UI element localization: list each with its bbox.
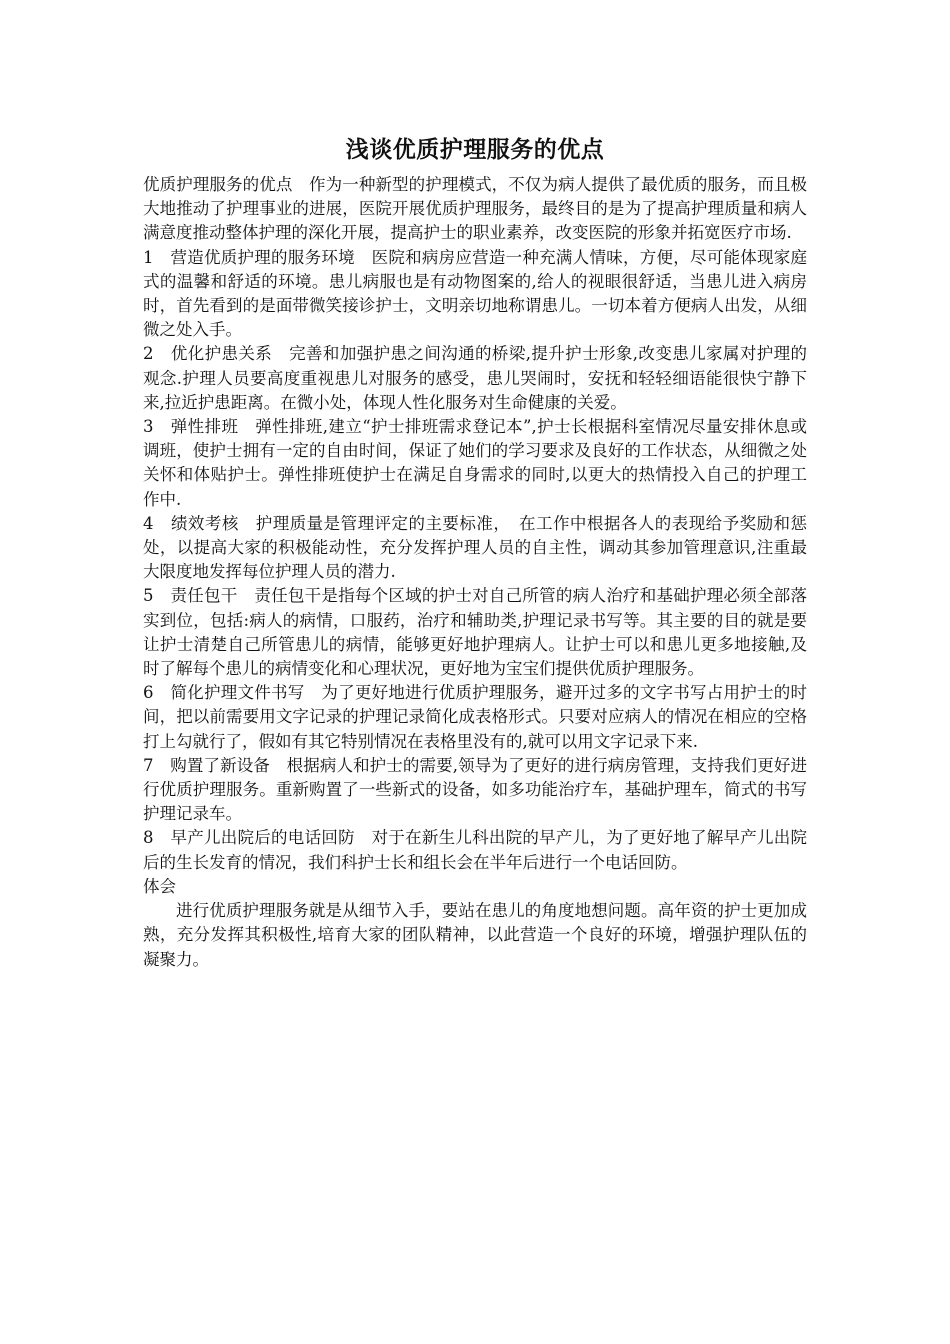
section-8-paragraph [143, 826, 807, 874]
section-1-paragraph [143, 246, 807, 343]
section-4-number: 4 [143, 513, 154, 533]
section-8-heading: 早产儿出院后的电话回防 [170, 828, 355, 848]
section-2-text: 完善和加强护患之间沟通的桥梁,提升护士形象,改变患儿家属对护理的观念.护理人员要高度重视患儿对服务的感受，患儿哭闹时，安抚和轻轻细语能很快宁静下来,拉近护患距离。在微小处，体现人性化服务对生命健康的关爱。 [143, 344, 808, 412]
closing-paragraph: 进行优质护理服务就是从细节入手，要站在患儿的角度地想问题。高年资的护士更加成熟，充分发挥其积极性,培育大家的团队精神，以此营造一个良好的环境，增强护理队伍的凝聚力。 [143, 901, 807, 969]
section-7-paragraph [143, 754, 807, 827]
section-1-heading: 营造优质护理的服务环境 [170, 247, 355, 267]
section-6-text: 为了更好地进行优质护理服务，避开过多的文字书写占用护士的时间，把以前需要用文字记录的护理记录简化成表格形式。只要对应病人的情况在相应的空格打上勾就行了，假如有其它特别情况在表格里没有的,就可以用文字记录下来. [143, 683, 808, 751]
section-3-number: 3 [143, 417, 154, 437]
section-7-number: 7 [143, 755, 154, 775]
section-1-number: 1 [143, 247, 154, 267]
intro-lead: 优质护理服务的优点 [143, 175, 293, 194]
section-4-text: 护理质量是管理评定的主要标准， 在工作中根据各人的表现给予奖励和惩处，以提高大家的积极能动性，充分发挥护理人员的自主性，调动其参加管理意识,注重最大限度地发挥每位护理人员的潜力. [143, 513, 808, 582]
section-5-text: 责任包干是指每个区域的护士对自己所管的病人治疗和基础护理必须全部落实到位，包括:病人的病情，口服药，治疗和辅助类,护理记录书写等。其主要的目的就是要让护士清楚自己所管患儿的病情，能够更好地护理病人。让护士可以和患儿更多地接触,及时了解每个患儿的病情变化和心理状况，更好地为宝宝们提供优质护理服务。 [143, 586, 808, 679]
section-4-paragraph [143, 512, 807, 585]
section-6-heading: 简化护理文件书写 [170, 683, 305, 703]
section-1-text: 医院和病房应营造一种充满人情味，方便，尽可能体现家庭式的温馨和舒适的环境。患儿病服也是有动物图案的,给人的视眼很舒适，当患儿进入病房时，首先看到的是面带微笑接诊护士，文明亲切地称谓患儿。一切本着方便病人出发，从细微之处入手。 [143, 247, 808, 340]
intro-text: 作为一种新型的护理模式，不仅为病人提供了最优质的服务，而且极大地推动了护理事业的进展，医院开展优质护理服务，最终目的是为了提高护理质量和病人满意度推动整体护理的深化开展，提高护士的职业素养，改变医院的形象并拓宽医疗市场. [143, 175, 808, 243]
intro-paragraph [143, 173, 807, 246]
section-2-number: 2 [143, 344, 154, 364]
section-5-paragraph [143, 584, 807, 681]
section-2-paragraph [143, 342, 807, 415]
section-8-number: 8 [143, 828, 154, 848]
document-title: 浅谈优质护理服务的优点 [345, 137, 605, 163]
section-2-heading: 优化护患关系 [170, 344, 273, 364]
closing-heading: 体会 [143, 876, 176, 896]
section-3-text: 弹性排班,建立“护士排班需求登记本”,护士长根据科室情况尽量安排休息或调班，使护士拥有一定的自由时间，保证了她们的学习要求及良好的工作状态，从细微之处关怀和体贴护士。弹性排班使护士在满足自身需求的同时,以更大的热情投入自己的护理工作中. [143, 417, 807, 509]
section-4-heading: 绩效考核 [170, 513, 239, 533]
document-body [143, 173, 807, 972]
section-3-heading: 弹性排班 [170, 417, 239, 437]
section-8-text: 对于在新生儿科出院的早产儿，为了更好地了解早产儿出院后的生长发育的情况，我们科护士长和组长会在半年后进行一个电话回防。 [143, 828, 808, 872]
section-5-heading: 责任包干 [170, 586, 238, 606]
section-7-text: 根据病人和护士的需要,领导为了更好的进行病房管理，支持我们更好进行优质护理服务。重新购置了一些新式的设备，如多功能治疗车，基础护理车，简式的书写护理记录车。 [143, 755, 808, 824]
section-5-number: 5 [143, 586, 154, 606]
section-6-paragraph [143, 681, 807, 754]
section-3-paragraph [143, 415, 807, 512]
section-7-heading: 购置了新设备 [170, 755, 270, 775]
section-6-number: 6 [143, 683, 154, 703]
